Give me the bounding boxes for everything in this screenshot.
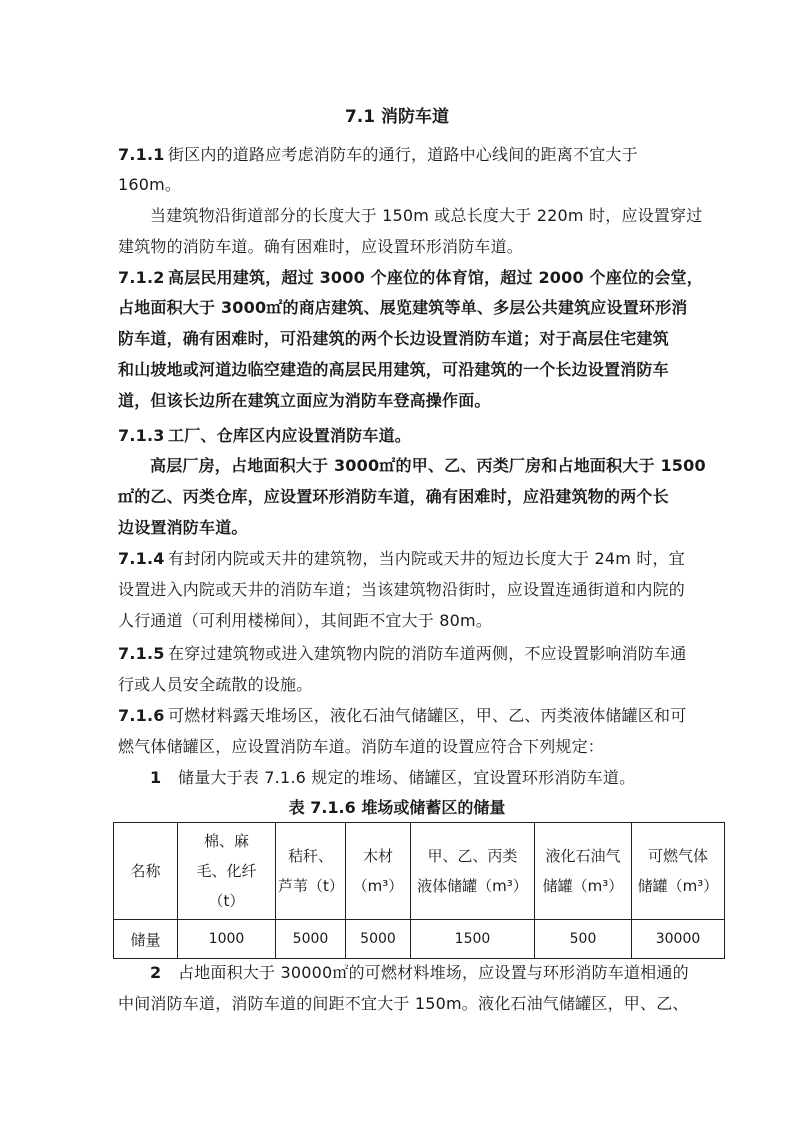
table-cell: 储量 [114, 920, 178, 959]
clause-text: 有封闭内院或天井的建筑物，当内院或天井的短边长度大于 24m 时，宜 [168, 549, 685, 568]
table-header-cell: 甲、乙、丙类 液体储罐（m³） [411, 823, 535, 920]
clause-line: 高层厂房，占地面积大于 3000㎡的甲、乙、丙类厂房和占地面积大于 1500 [150, 456, 706, 475]
clause-number: 7.1.5 [118, 644, 165, 663]
item-text: 占地面积大于 30000㎡的可燃材料堆场，应设置与环形消防车道相通的 [178, 963, 689, 982]
table-header-cell: 液化石油气 储罐（m³） [535, 823, 632, 920]
item-number: 2 [150, 963, 162, 982]
storage-table [113, 822, 725, 959]
clause-text: 街区内的道路应考虑消防车的通行，道路中心线间的距离不宜大于 [168, 145, 638, 164]
clause-text: 在穿过建筑物或进入建筑物内院的消防车道两侧，不应设置影响消防车通 [168, 644, 687, 663]
clause-number: 7.1.4 [118, 549, 165, 568]
clause-line: 设置进入内院或天井的消防车道；当该建筑物沿街时，应设置连通街道和内院的 [118, 580, 686, 599]
table-row [114, 920, 725, 959]
clause-7-1-6 [118, 705, 688, 727]
clause-line: 道，但该长边所在建筑立面应为消防车登高操作面。 [118, 391, 491, 410]
clause-line: 边设置消防车道。 [118, 518, 248, 537]
clause-7-1-2 [118, 267, 703, 289]
table-cell: 5000 [276, 920, 346, 959]
table-header-cell: 木材 （m³） [346, 823, 411, 920]
clause-7-1-3 [118, 425, 688, 447]
clause-number: 7.1.2 [118, 268, 165, 287]
table-header-cell: 可燃气体 储罐（m³） [632, 823, 725, 920]
table-header-cell: 秸秆、 芦苇（t） [276, 823, 346, 920]
clause-line: 防车道，确有困难时，可沿建筑的两个长边设置消防车道；对于高层住宅建筑 [118, 329, 669, 348]
table-cell: 1500 [411, 920, 535, 959]
clause-line: 建筑物的消防车道。确有困难时，应设置环形消防车道。 [118, 237, 524, 256]
clause-text: 工厂、仓库区内应设置消防车道。 [168, 426, 412, 445]
table-header-cell: 名称 [114, 823, 178, 920]
clause-text: 可燃材料露天堆场区，液化石油气储罐区，甲、乙、丙类液体储罐区和可 [168, 706, 687, 725]
table-cell: 500 [535, 920, 632, 959]
clause-7-1-4 [118, 548, 688, 570]
clause-number: 7.1.1 [118, 145, 165, 164]
table-header-row [114, 823, 725, 920]
clause-7-1-5 [118, 643, 688, 665]
section-title: 7.1 消防车道 [344, 107, 450, 127]
clause-line: 占地面积大于 3000㎡的商店建筑、展览建筑等单、多层公共建筑应设置环形消 [118, 298, 688, 317]
table-cell: 30000 [632, 920, 725, 959]
clause-line: 人行通道（可利用楼梯间），其间距不宜大于 80m。 [118, 611, 493, 630]
clause-line: 行或人员安全疏散的设施。 [118, 675, 313, 694]
clause-line: ㎡的乙、丙类仓库，应设置环形消防车道，确有困难时，应沿建筑物的两个长 [118, 487, 669, 506]
table-cell: 1000 [178, 920, 276, 959]
clause-line: 燃气体储罐区，应设置消防车道。消防车道的设置应符合下列规定： [118, 737, 605, 756]
clause-number: 7.1.3 [118, 426, 165, 445]
clause-line: 当建筑物沿街道部分的长度大于 150m 或总长度大于 220m 时，应设置穿过 [150, 206, 703, 225]
table-header-cell: 棉、麻 毛、化纤 （t） [178, 823, 276, 920]
clause-line: 160m。 [118, 175, 182, 194]
item-number: 1 [150, 768, 162, 787]
table-cell: 5000 [346, 920, 411, 959]
clause-7-1-1 [118, 144, 688, 166]
clause-line: 和山坡地或河道边临空建造的高层民用建筑，可沿建筑的一个长边设置消防车 [118, 360, 669, 379]
table-caption: 表 7.1.6 堆场或储蓄区的储量 [288, 798, 506, 817]
list-item-2 [150, 962, 720, 984]
clause-line: 中间消防车道，消防车道的间距不宜大于 150m。液化石油气储罐区，甲、乙、 [118, 994, 689, 1013]
clause-text: 高层民用建筑，超过 3000 个座位的体育馆，超过 2000 个座位的会堂， [168, 268, 703, 287]
clause-number: 7.1.6 [118, 706, 165, 725]
item-text: 储量大于表 7.1.6 规定的堆场、储罐区，宜设置环形消防车道。 [178, 768, 636, 787]
list-item-1 [150, 767, 720, 789]
